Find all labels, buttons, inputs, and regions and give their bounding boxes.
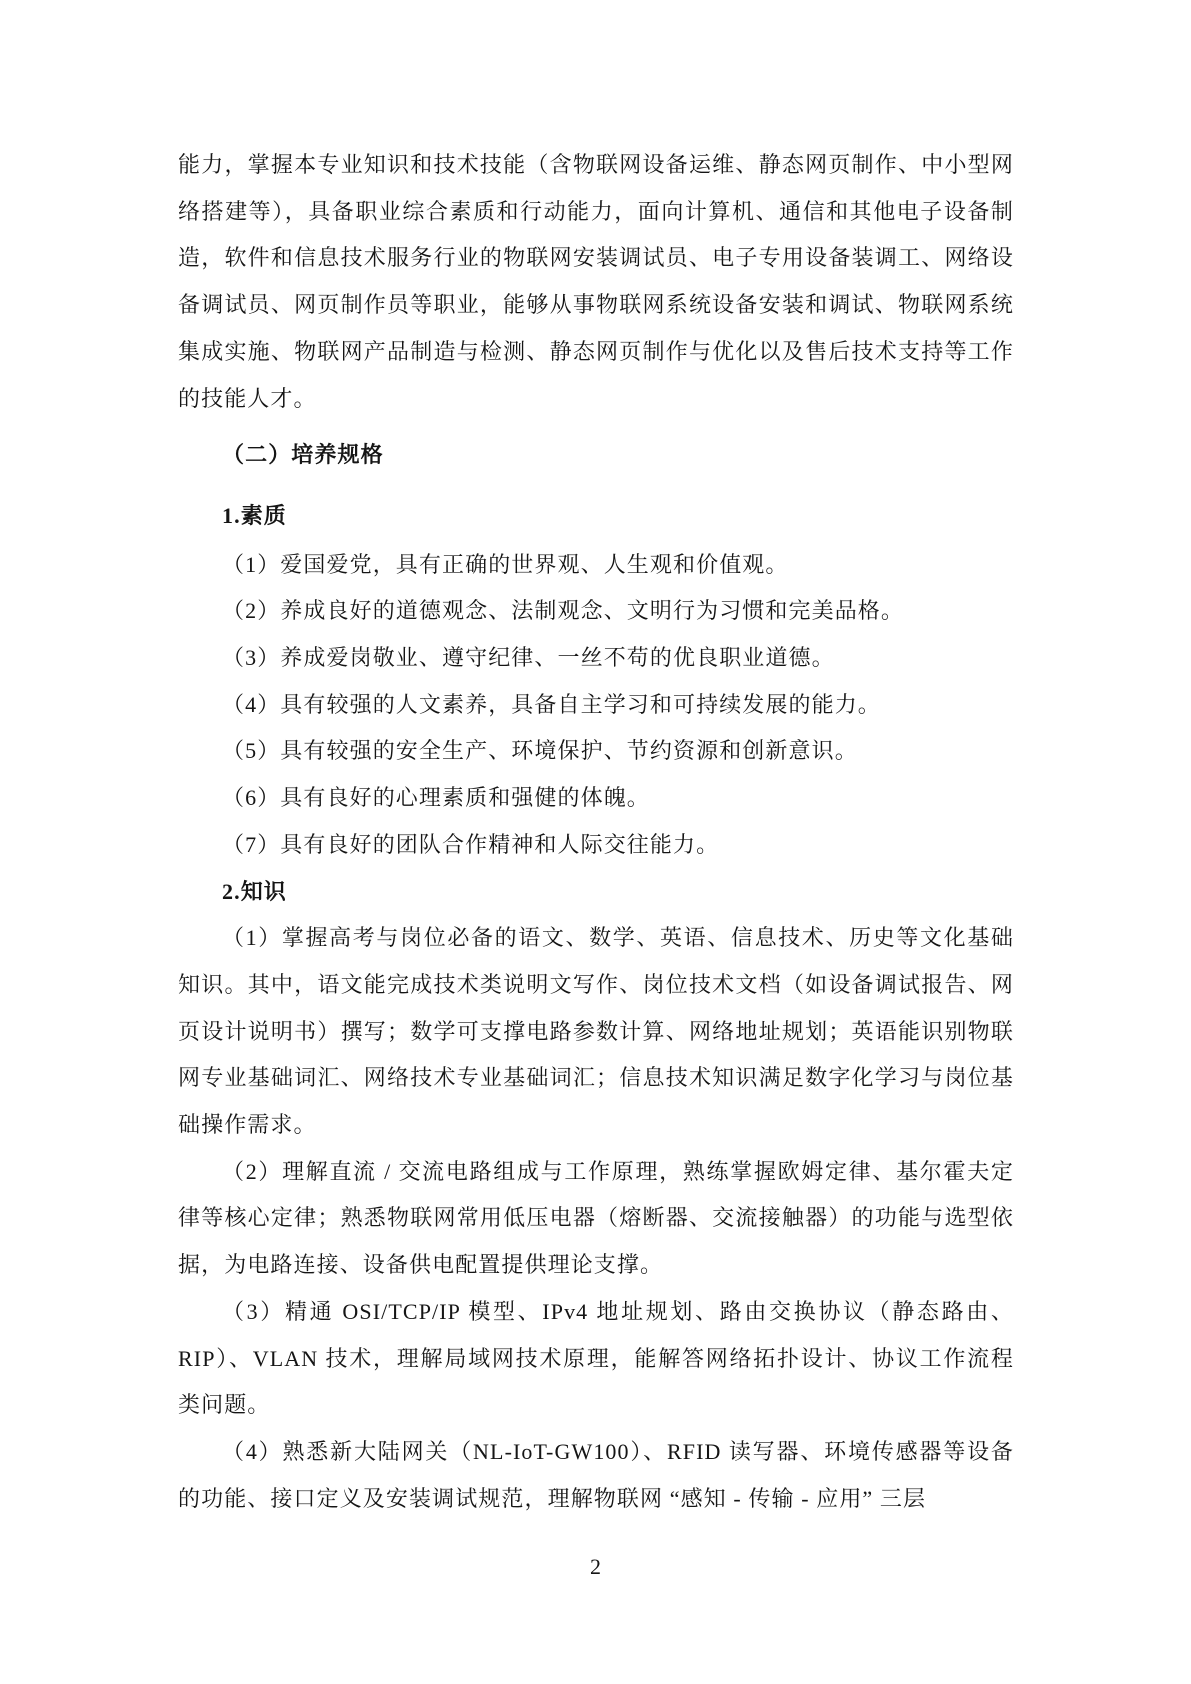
quality-item-5: （5）具有较强的安全生产、环境保护、节约资源和创新意识。 [222, 738, 858, 764]
quality-item-2: （2）养成良好的道德观念、法制观念、文明行为习惯和完美品格。 [222, 598, 905, 624]
quality-item-4: （4）具有较强的人文素养，具备自主学习和可持续发展的能力。 [222, 691, 881, 717]
quality-item-3: （3）养成爱岗敬业、遵守纪律、一丝不苟的优良职业道德。 [222, 645, 835, 671]
subheading-knowledge: 2.知识 [222, 878, 287, 904]
subheading-quality: 1.素质 [222, 502, 287, 528]
quality-item-6: （6）具有良好的心理素质和强健的体魄。 [222, 785, 650, 811]
quality-item-1: （1）爱国爱党，具有正确的世界观、人生观和价值观。 [222, 551, 789, 577]
knowledge-item-3: （3）精通 OSI/TCP/IP 模型、IPv4 地址规划、路由交换协议（静态路由、RIP）、VLAN 技术，理解局域网技术原理，能解答网络拓扑设计、协议工作流程类问题。 [178, 1298, 1014, 1418]
page-number: 2 [590, 1554, 601, 1579]
knowledge-item-4: （4）熟悉新大陆网关（NL-IoT-GW100）、RFID 读写器、环境传感器等设备的功能、接口定义及安装调试规范，理解物联网 “感知 - 传输 - 应用” 三层 [178, 1438, 1014, 1511]
quality-item-7: （7）具有良好的团队合作精神和人际交往能力。 [222, 831, 720, 857]
section-heading-training-specs: （二）培养规格 [222, 442, 384, 468]
knowledge-item-1: （1）掌握高考与岗位必备的语文、数学、英语、信息技术、历史等文化基础知识。其中，语文能完成技术类说明文写作、岗位技术文档（如设备调试报告、网页设计说明书）撰写；数学可支撑电路参数计算、网络地址规划；英语能识别物联网专业基础词汇、网络技术专业基础词汇；信息技术知识满足数字化学习与岗位基础操作需求。 [178, 925, 1014, 1138]
knowledge-item-2: （2）理解直流 / 交流电路组成与工作原理，熟练掌握欧姆定律、基尔霍夫定律等核心定律；熟悉物联网常用低压电器（熔断器、交流接触器）的功能与选型依据，为电路连接、设备供电配置提供理论支撑。 [178, 1158, 1014, 1278]
intro-paragraph: 能力，掌握本专业知识和技术技能（含物联网设备运维、静态网页制作、中小型网络搭建等），具备职业综合素质和行动能力，面向计算机、通信和其他电子设备制造，软件和信息技术服务行业的物联网安装调试员、电子专用设备装调工、网络设备调试员、网页制作员等职业，能够从事物联网系统设备安装和调试、物联网系统集成实施、物联网产品制造与检测、静态网页制作与优化以及售后技术支持等工作的技能人才。 [178, 152, 1014, 411]
page-content [178, 142, 1014, 1522]
